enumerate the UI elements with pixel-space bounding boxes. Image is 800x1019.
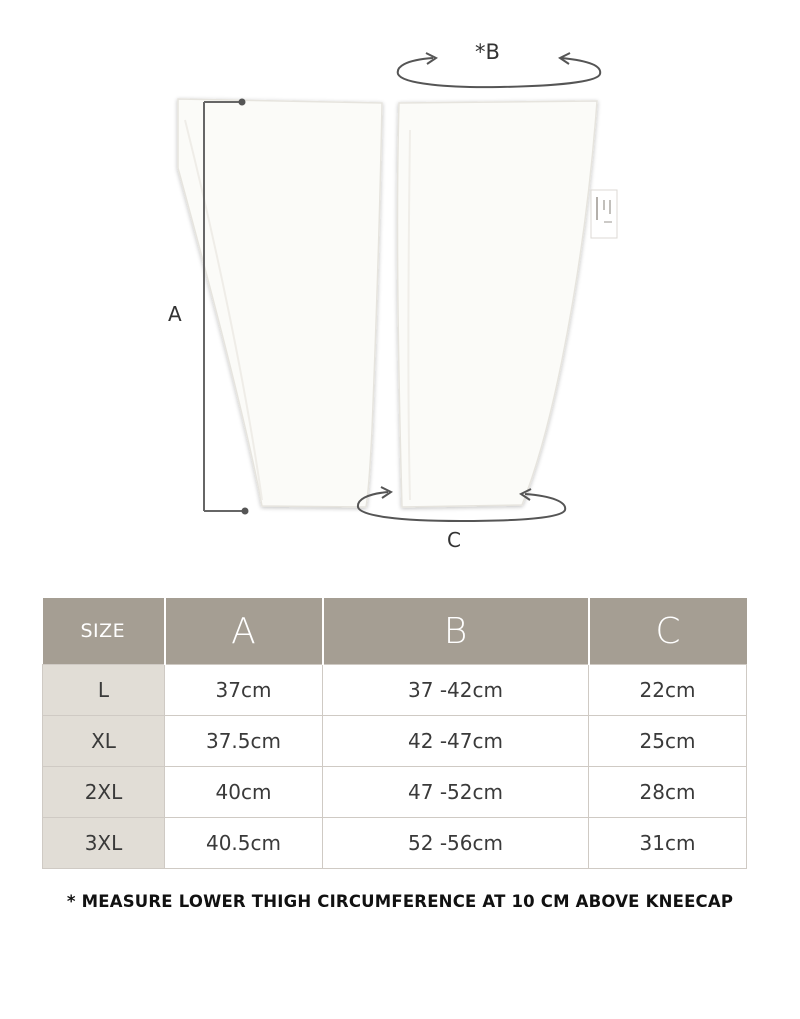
header-size: SIZE	[43, 598, 165, 665]
measurement-footnote: * MEASURE LOWER THIGH CIRCUMFERENCE AT 10 CM ABOVE KNEECAP	[66, 892, 734, 911]
a-cell: 37.5cm	[165, 716, 323, 767]
header-c: C	[589, 598, 747, 665]
size-cell: XL	[43, 716, 165, 767]
size-tag-icon	[591, 190, 617, 238]
a-cell: 40cm	[165, 767, 323, 818]
dimension-b-label: *B	[475, 40, 500, 64]
right-sleeve-image	[398, 101, 597, 507]
c-cell: 28cm	[589, 767, 747, 818]
table-row	[43, 818, 747, 869]
a-cell: 40.5cm	[165, 818, 323, 869]
size-chart-table	[42, 598, 747, 869]
header-b: B	[323, 598, 589, 665]
left-sleeve-image	[178, 99, 382, 507]
b-cell: 52 -56cm	[323, 818, 589, 869]
table-row	[43, 716, 747, 767]
dimension-a-label: A	[168, 302, 182, 326]
a-cell: 37cm	[165, 665, 323, 716]
b-cell: 42 -47cm	[323, 716, 589, 767]
size-cell: 2XL	[43, 767, 165, 818]
size-cell: L	[43, 665, 165, 716]
b-cell: 47 -52cm	[323, 767, 589, 818]
b-cell: 37 -42cm	[323, 665, 589, 716]
c-cell: 22cm	[589, 665, 747, 716]
size-cell: 3XL	[43, 818, 165, 869]
dimension-c-label: C	[447, 528, 461, 552]
header-a: A	[165, 598, 323, 665]
c-cell: 25cm	[589, 716, 747, 767]
table-row	[43, 767, 747, 818]
table-row	[43, 665, 747, 716]
c-cell: 31cm	[589, 818, 747, 869]
table-header-row	[43, 598, 747, 665]
